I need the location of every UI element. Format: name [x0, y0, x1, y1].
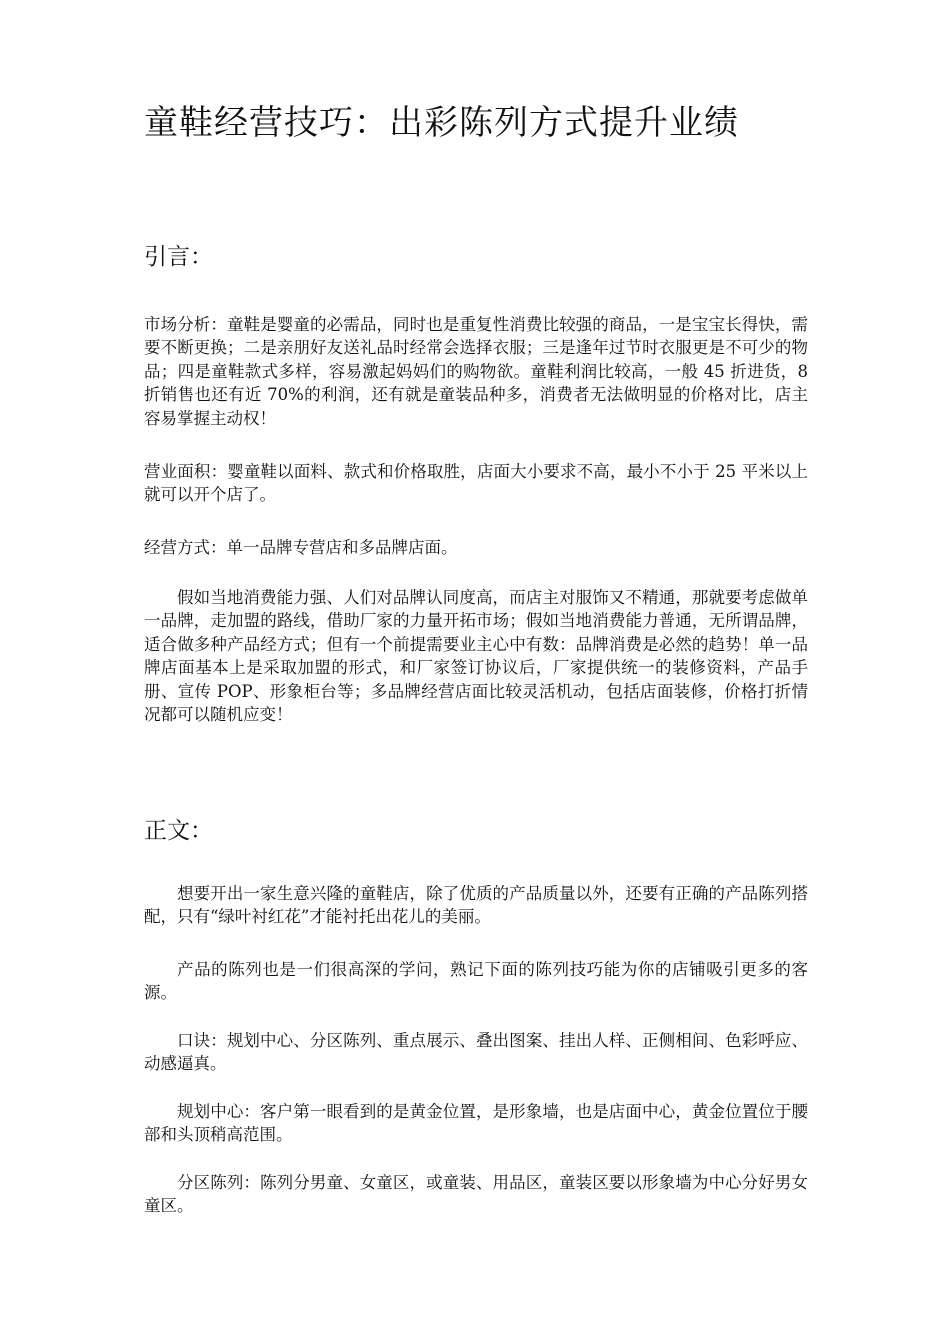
intro-heading: 引言：	[144, 244, 213, 270]
zone-display-paragraph: 分区陈列：陈列分男童、女童区，或童装、用品区，童装区要以形象墙为中心分好男女童区。	[144, 1173, 808, 1216]
business-mode-paragraph: 经营方式：单一品牌专营店和多品牌店面。	[144, 538, 458, 557]
market-analysis-paragraph: 市场分析：童鞋是婴童的必需品，同时也是重复性消费比较强的商品，一是宝宝长得快，需要不断更换；二是亲朋好友送礼品时经常会选择衣服；三是逢年过节时衣服更是不可少的物品；四是童鞋款式多样，容易激起妈妈们的购物欲。童鞋利润比较高，一般 45 折进货，8 折销售也还有近 70%的利润，还有就是童装品种多，消费者无法做明显的价格对比，店主容易掌握主动权！	[144, 315, 808, 428]
opening-paragraph: 想要开出一家生意兴隆的童鞋店，除了优质的产品质量以外，还要有正确的产品陈列搭配，只有“绿叶衬红花”才能衬托出花儿的美丽。	[144, 884, 808, 927]
document-title: 童鞋经营技巧：出彩陈列方式提升业绩	[144, 103, 739, 143]
display-skill-paragraph: 产品的陈列也是一们很高深的学问，熟记下面的陈列技巧能为你的店铺吸引更多的客源。	[144, 960, 808, 1003]
brand-strategy-paragraph: 假如当地消费能力强、人们对品牌认同度高，而店主对服饰又不精通，那就要考虑做单一品牌，走加盟的路线，借助厂家的力量开拓市场；假如当地消费能力普通，无所谓品牌，适合做多种产品经方式；但有一个前提需要业主心中有数：品牌消费是必然的趋势！单一品牌店面基本上是采取加盟的形式，和厂家签订协议后，厂家提供统一的装修资料，产品手册、宣传 POP、形象柜台等；多品牌经营店面比较灵活机动，包括店面装修，价格打折情况都可以随机应变！	[144, 588, 808, 725]
business-area-paragraph: 营业面积：婴童鞋以面料、款式和价格取胜，店面大小要求不高，最小不小于 25 平米以上就可以开个店了。	[144, 462, 808, 505]
body-heading: 正文：	[144, 818, 213, 844]
plan-center-paragraph: 规划中心：客户第一眼看到的是黄金位置，是形象墙，也是店面中心，黄金位置位于腰部和头顶稍高范围。	[144, 1102, 808, 1145]
mnemonic-paragraph: 口诀：规划中心、分区陈列、重点展示、叠出图案、挂出人样、正侧相间、色彩呼应、动感逼真。	[144, 1031, 808, 1074]
